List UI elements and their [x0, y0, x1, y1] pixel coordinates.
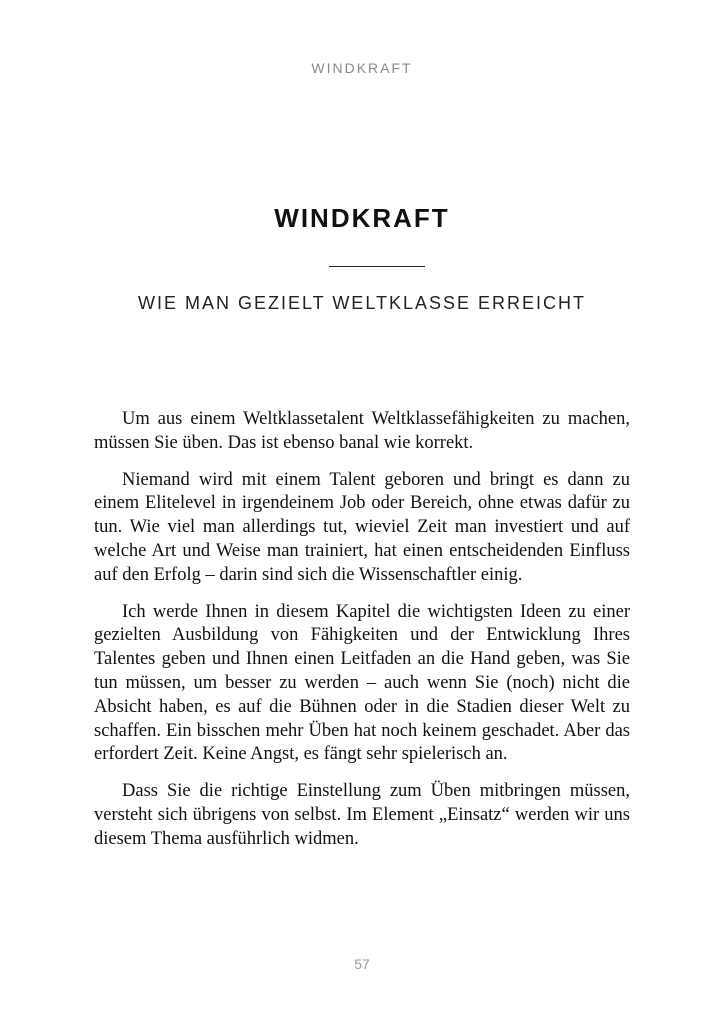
chapter-title: WINDKRAFT [274, 203, 450, 233]
paragraph: Dass Sie die richtige Einstellung zum Üben mitbringen müssen, versteht sich übrigens von selbst. Im Element „Einsatz“ werden wir uns diesem Thema ausführlich widmen. [94, 781, 630, 849]
title-divider [329, 266, 425, 267]
body-text [94, 408, 630, 865]
paragraph: Ich werde Ihnen in diesem Kapitel die wichtigsten Ideen zu einer gezielten Ausbildung von Fähigkeiten und der Entwicklung Ihres Talentes geben und Ihnen einen Leitfaden an die Hand geben, was Sie tun müssen, um besser zu werden – auch wenn Sie (noch) nicht die Absicht haben, es auf die Bühnen oder in die Stadien dieser Welt zu schaffen. Ein bisschen mehr Üben hat noch keinem geschadet. Aber das erfordert Zeit. Keine Angst, es fängt sehr spielerisch an. [94, 601, 630, 765]
chapter-subtitle: WIE MAN GEZIELT WELTKLASSE ERREICHT [137, 293, 587, 313]
paragraph: Niemand wird mit einem Talent geboren und bringt es dann zu einem Elitelevel in irgendeinem Job oder Bereich, ohne etwas dafür zu tun. Wie viel man allerdings tut, wieviel Zeit man investiert und auf welche Art und Weise man trainiert, hat einen entscheidenden Einfluss auf den Erfolg – darin sind sich die Wissenschaftler einig. [94, 469, 630, 585]
paragraph: Um aus einem Weltklassetalent Weltklassefähigkeiten zu machen, müssen Sie üben. Das ist ebenso banal wie korrekt. [94, 409, 630, 453]
page-number: 57 [354, 956, 370, 972]
running-head: WINDKRAFT [311, 60, 413, 76]
